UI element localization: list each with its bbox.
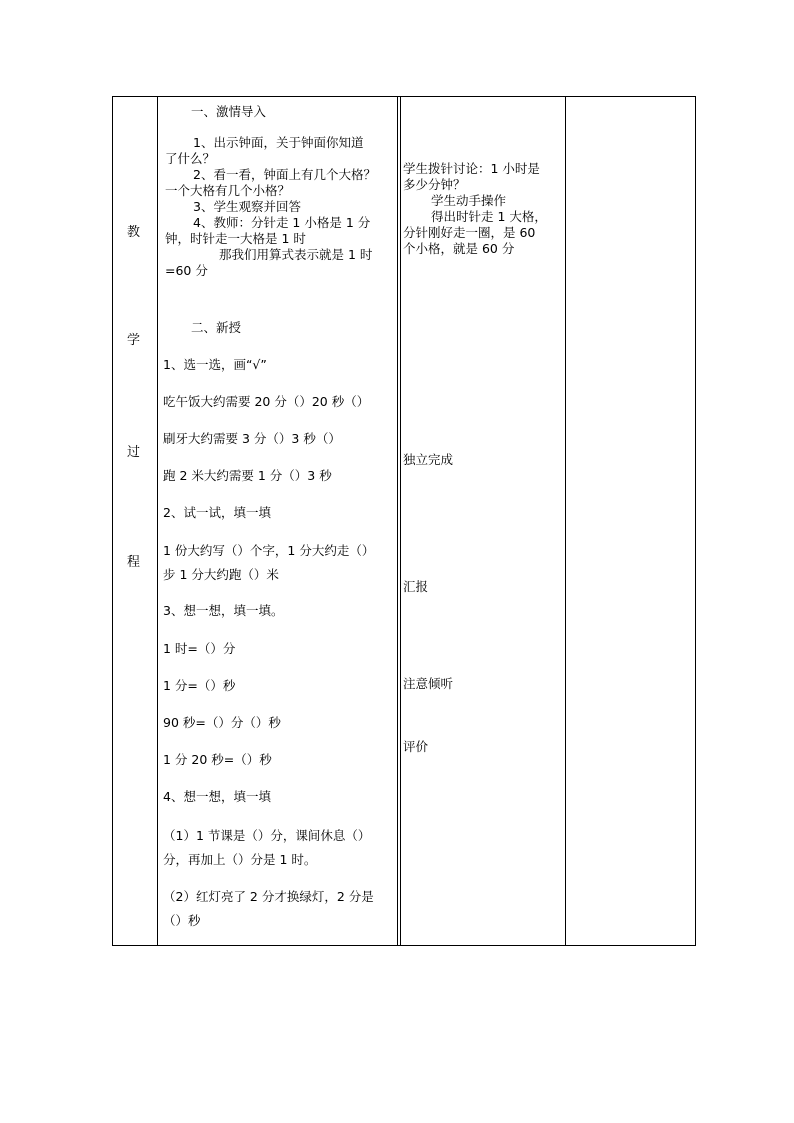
- content-line: 刷牙大约需要 3 分（）3 秒（）: [163, 431, 341, 446]
- activity-line: 独立完成: [403, 452, 454, 467]
- section-heading: 二、新授: [191, 320, 242, 335]
- activity-line: 多少分钟？: [403, 177, 466, 192]
- content-line: 2、看一看，钟面上有几个大格？: [193, 167, 376, 182]
- content-line: =60 分: [165, 263, 208, 278]
- activity-line: 学生动手操作: [431, 193, 507, 208]
- content-line: 3、想一想，填一填。: [163, 603, 284, 618]
- activity-line: 分针刚好走一圈，是 60: [403, 225, 536, 240]
- content-line: （1）1 节课是（）分，课间休息（）: [163, 828, 371, 843]
- lesson-table: [112, 96, 696, 946]
- activity-line: 评价: [403, 739, 429, 754]
- activity-line: 注意倾听: [403, 676, 454, 691]
- content-line: 钟，时针走一大格是 1 时: [165, 231, 306, 246]
- content-line: 1 时=（）分: [163, 641, 236, 656]
- activity-line: 学生拨针讨论：1 小时是: [403, 161, 540, 176]
- side-label-char: 教: [127, 225, 141, 240]
- content-line: （）秒: [163, 913, 201, 928]
- side-label-char: 过: [127, 445, 141, 460]
- content-line: 3、学生观察并回答: [193, 199, 301, 214]
- content-line: 1、出示钟面，关于钟面你知道: [193, 135, 364, 150]
- content-line: 1 分=（）秒: [163, 678, 236, 693]
- content-line: 1 份大约写（）个字，1 分大约走（）: [163, 543, 375, 558]
- side-label-char: 程: [127, 555, 141, 570]
- content-line: 步 1 分大约跑（）米: [163, 567, 279, 582]
- content-line: 了什么？: [165, 151, 216, 166]
- section-heading: 一、激情导入: [191, 104, 267, 119]
- content-line: 4、教师：分针走 1 小格是 1 分: [193, 215, 371, 230]
- content-line: （2）红灯亮了 2 分才换绿灯，2 分是: [163, 889, 374, 904]
- side-label-char: 学: [127, 333, 141, 348]
- content-line: 2、试一试，填一填: [163, 505, 271, 520]
- content-line: 那我们用算式表示就是 1 时: [219, 247, 373, 262]
- content-line: 一个大格有几个小格？: [165, 183, 291, 198]
- column-divider: [397, 97, 398, 945]
- column-divider: [157, 97, 158, 945]
- content-line: 分，再加上（）分是 1 时。: [163, 852, 317, 867]
- column-divider: [565, 97, 566, 945]
- content-line: 90 秒=（）分（）秒: [163, 715, 281, 730]
- content-line: 跑 2 米大约需要 1 分（）3 秒: [163, 468, 332, 483]
- activity-line: 汇报: [403, 579, 429, 594]
- content-line: 4、想一想，填一填: [163, 789, 271, 804]
- content-line: 吃午饭大约需要 20 分（）20 秒（）: [163, 394, 370, 409]
- activity-line: 得出时针走 1 大格，: [431, 209, 547, 224]
- content-line: 1 分 20 秒=（）秒: [163, 752, 272, 767]
- activity-line: 个小格，就是 60 分: [403, 241, 515, 256]
- content-line: 1、选一选，画“√”: [163, 357, 267, 372]
